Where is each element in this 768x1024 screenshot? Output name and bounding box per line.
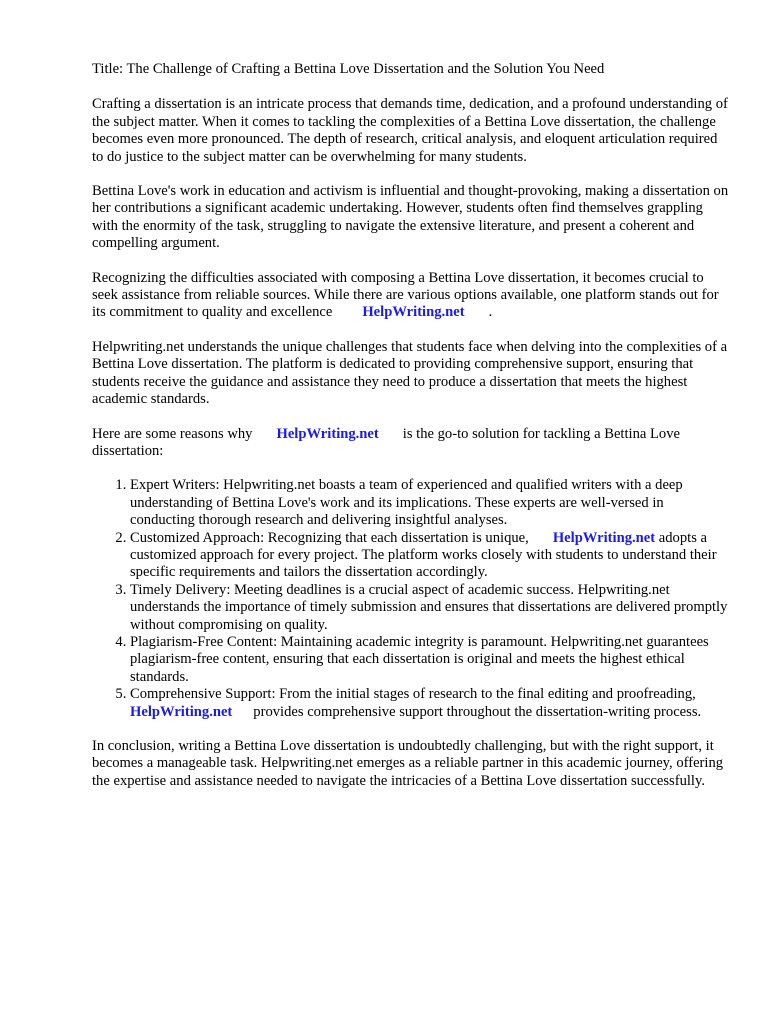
reasons-list [92, 477, 732, 721]
document-title: Title: The Challenge of Crafting a Bettina Love Dissertation and the Solution You Need [92, 61, 605, 77]
reason-5-end: provides comprehensive support throughout the dissertation-writing process. [253, 703, 702, 720]
helpwriting-link-1[interactable]: HelpWriting.net [362, 304, 465, 321]
reason-item-customized-approach [130, 530, 732, 582]
reason-2-end: adopts a customized approach for every project. The platform works closely with students to understand their specific requirements and tailors the dissertation accordingly. [130, 529, 717, 581]
paragraph-platform: Helpwriting.net understands the unique challenges that students face when delving into the complexities of a Bettina Love dissertation. The platform is dedicated to providing comprehensive support, ensuring that students receive the guidance and assistance they need to produce a dissertation that meets the highest academic standards. [92, 338, 728, 408]
paragraph-recognizing-end: . [488, 304, 493, 321]
paragraph-conclusion: In conclusion, writing a Bettina Love dissertation is undoubtedly challenging, but with the right support, it becomes a manageable task. Helpwriting.net emerges as a reliable partner in this academic journey, offering the expertise and assistance needed to navigate the intricacies of a Bettina Love dissertation successfully. [92, 738, 724, 789]
reason-item-expert-writers: 1. Expert Writers: Helpwriting.net boasts a team of experienced and qualified writers with a deep understanding of Bettina Love's work and its implications. These experts are well-versed in conducting thorough research and delivering insightful analyses. [130, 477, 732, 529]
helpwriting-link-3[interactable]: HelpWriting.net [552, 529, 656, 546]
reason-item-timely-delivery: 3. Timely Delivery: Meeting deadlines is a crucial aspect of academic success. Helpwriting.net understands the importance of timely submission and ensures that dissertations are delivered promptly without compromising on quality. [130, 582, 732, 634]
paragraph-reasons-intro [92, 426, 732, 461]
reason-item-plagiarism-free: 4. Plagiarism-Free Content: Maintaining academic integrity is paramount. Helpwriting.net guarantees plagiarism-free content, ensuring that each dissertation is original and meets the highest ethical standards. [130, 634, 732, 686]
helpwriting-link-4[interactable]: HelpWriting.net [130, 703, 233, 720]
paragraph-bettina-love-work: Bettina Love's work in education and activism is influential and thought-provoking, making a dissertation on her contributions a significant academic undertaking. However, students often find themselves grappling with the enormity of the task, struggling to navigate the extensive literature, and present a coherent and compelling argument. [92, 183, 729, 252]
document-page [92, 61, 732, 807]
reasons-intro-end: is the go-to solution for tackling a Bettina Love dissertation: [92, 425, 680, 459]
reason-item-comprehensive-support [130, 686, 732, 721]
reason-5-start: Comprehensive Support: From the initial stages of research to the final editing and proofreading, [130, 686, 696, 703]
helpwriting-link-2[interactable]: HelpWriting.net [276, 425, 379, 442]
reasons-intro-start: Here are some reasons why [92, 425, 253, 442]
reason-2-start: Customized Approach: Recognizing that each dissertation is unique, [130, 529, 529, 546]
paragraph-recognizing-text: Recognizing the difficulties associated with composing a Bettina Love dissertation, it becomes crucial to seek assistance from reliable sources. While there are various options available, one platform stands out for its commitment to quality and excellence [92, 269, 719, 321]
paragraph-recognizing [92, 270, 732, 322]
paragraph-intro: Crafting a dissertation is an intricate process that demands time, dedication, and a profound understanding of the subject matter. When it comes to tackling the complexities of a Bettina Love dissertation, the challenge becomes even more pronounced. The depth of research, critical analysis, and eloquent articulation required to do justice to the subject matter can be overwhelming for many students. [92, 96, 728, 165]
